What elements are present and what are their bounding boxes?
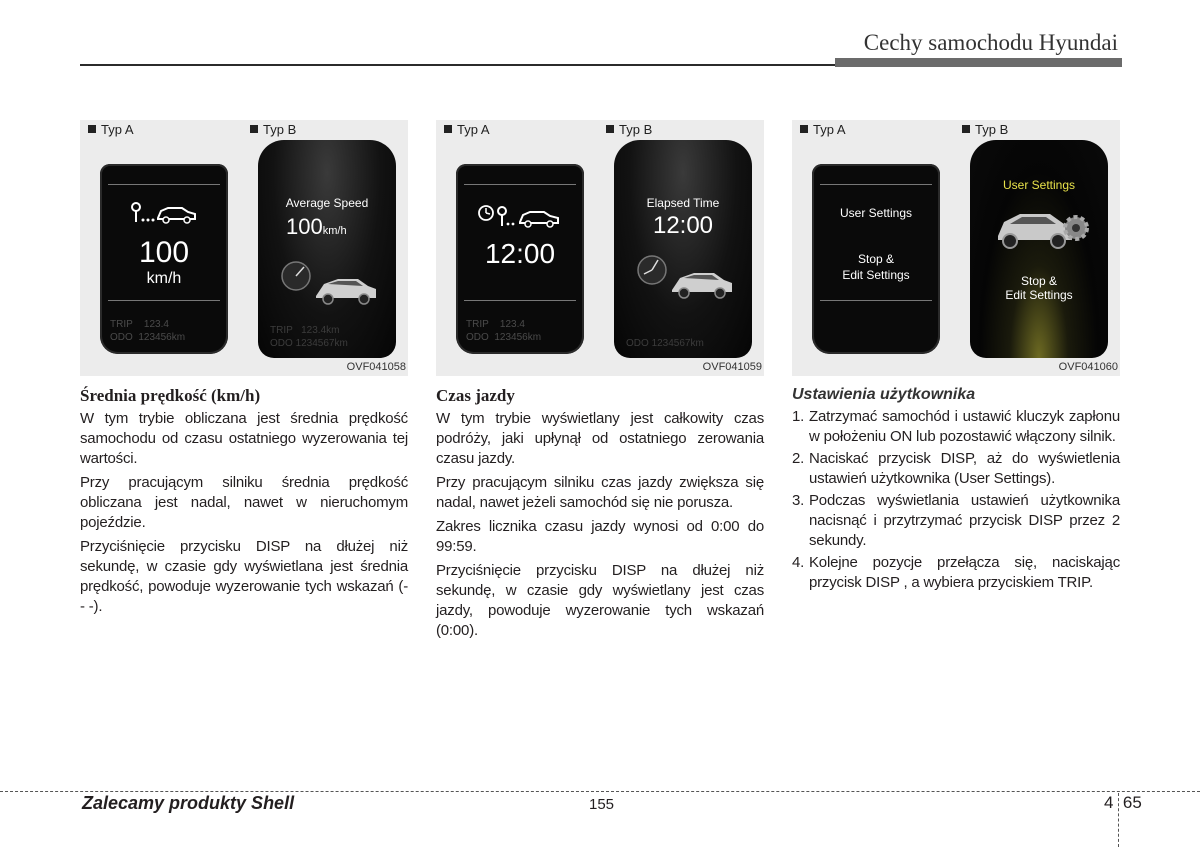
panel-type-b: [958, 120, 1116, 376]
display-label: Elapsed Time: [646, 196, 720, 210]
figure-code: OVF041060: [1058, 361, 1118, 373]
display-type-b: [614, 140, 752, 358]
time-value: 12:00: [484, 238, 556, 269]
figure-elapsed-time: [436, 120, 764, 376]
figure-user-settings: [792, 120, 1120, 376]
type-a-tag: Typ A: [88, 122, 134, 137]
menu-stop-line: Stop &: [1020, 274, 1058, 288]
display-type-b: [258, 140, 396, 358]
figure-code: OVF041059: [702, 361, 762, 373]
figure-code: OVF041058: [346, 361, 406, 373]
menu-stop-line: Stop &: [857, 252, 895, 266]
column-average-speed: [80, 120, 408, 621]
paragraph: Przyciśnięcie przycisku DISP na dłużej niż sekundę, w czasie gdy wyświetlany jest czas jazdy, powoduje wyzerowanie tych wskazań (0:00).: [436, 562, 764, 639]
section-title: Ustawienia użytkownika: [792, 386, 976, 403]
list-item: 2. Naciskać przycisk DISP, aż do wyświetlenia ustawień użytkownika (User Settings).: [792, 450, 1120, 487]
paragraph: Przyciśnięcie przycisku DISP na dłużej niż sekundę, w czasie gdy wyświetlana jest średnia prędkość, powoduje wyzerowanie tych wskazań (- - -).: [80, 538, 408, 615]
menu-edit-settings: Edit Settings: [842, 268, 910, 282]
paragraph: W tym trybie obliczana jest średnia prędkość samochodu od czasu ostatniego wyzerowania tej wartości.: [80, 410, 408, 467]
clock-car-icon: [632, 246, 736, 302]
time-value: 12:00: [652, 212, 714, 239]
footer-slogan: Zalecamy produkty Shell: [82, 793, 295, 813]
footer-rule: [0, 791, 1200, 792]
panel-type-a: [84, 120, 242, 376]
paragraph: Przy pracującym silniku średnia prędkość obliczana jest nadal, nawet w nieruchomym pojeździe.: [80, 474, 408, 531]
car-gear-icon: [992, 198, 1092, 260]
type-b-tag: Typ B: [606, 122, 652, 137]
column-elapsed-time: [436, 120, 764, 645]
display-type-b: [970, 140, 1108, 358]
clock-key-car-icon: [478, 204, 564, 230]
menu-edit-settings: Edit Settings: [1005, 288, 1073, 302]
speedometer-car-icon: [276, 252, 380, 308]
paragraph: Przy pracującym silniku czas jazdy zwiększa się nadal, nawet jeżeli samochód się nie porusza.: [436, 474, 764, 511]
section-title: Średnia prędkość (km/h): [80, 386, 261, 405]
display-label: Average Speed: [285, 196, 369, 210]
odometer-readout: ODO 1234567km: [626, 338, 704, 349]
list-item: 3. Podczas wyświetlania ustawień użytkownika nacisnąć i przytrzymać przycisk DISP przez 2 sekundy.: [792, 492, 1120, 549]
menu-user-settings: User Settings: [839, 206, 913, 220]
panel-type-a: [796, 120, 954, 376]
list-item: 1. Zatrzymać samochód i ustawić kluczyk zapłonu w położeniu ON lub pozostawić włączony silnik.: [792, 408, 1120, 445]
type-a-tag: Typ A: [444, 122, 490, 137]
paragraph: Zakres licznika czasu jazdy wynosi od 0:00 do 99:59.: [436, 518, 764, 555]
column-user-settings: [792, 120, 1120, 595]
odometer-readout: TRIP 123.4km ODO 1234567km: [270, 325, 348, 349]
type-b-tag: Typ B: [250, 122, 296, 137]
type-b-tag: Typ B: [962, 122, 1008, 137]
header-title: Cechy samochodu Hyundai: [863, 30, 1118, 55]
speed-value: 100: [138, 236, 190, 269]
figure-average-speed: [80, 120, 408, 376]
panel-type-a: [440, 120, 598, 376]
header-accent-bar: [835, 58, 1122, 67]
paragraph: W tym trybie wyświetlany jest całkowity czas podróży, jaki upłynął od ostatniego zerowania czasu jazdy.: [436, 410, 764, 467]
odometer-readout: TRIP 123.4 ODO 123456km: [466, 319, 542, 343]
display-label: User Settings: [1002, 178, 1076, 192]
section-title: Czas jazdy: [436, 386, 515, 405]
speed-value: 100km/h: [286, 214, 347, 239]
steps-list: [792, 407, 1120, 593]
list-item: 4. Kolejne pozycje przełącza się, naciskając przycisk DISP , a wybiera przyciskiem TRIP.: [792, 554, 1120, 591]
odometer-readout: TRIP 123.4 ODO 123456km: [110, 319, 186, 343]
type-a-tag: Typ A: [800, 122, 846, 137]
panel-type-b: [602, 120, 760, 376]
panel-type-b: [246, 120, 404, 376]
chapter-page-number: 4 65: [1104, 793, 1142, 812]
key-car-icon: [130, 200, 200, 226]
display-type-a: [812, 164, 940, 354]
page-number: 155: [589, 796, 615, 813]
speed-unit: km/h: [146, 270, 182, 287]
display-type-a: [100, 164, 228, 354]
display-type-a: [456, 164, 584, 354]
